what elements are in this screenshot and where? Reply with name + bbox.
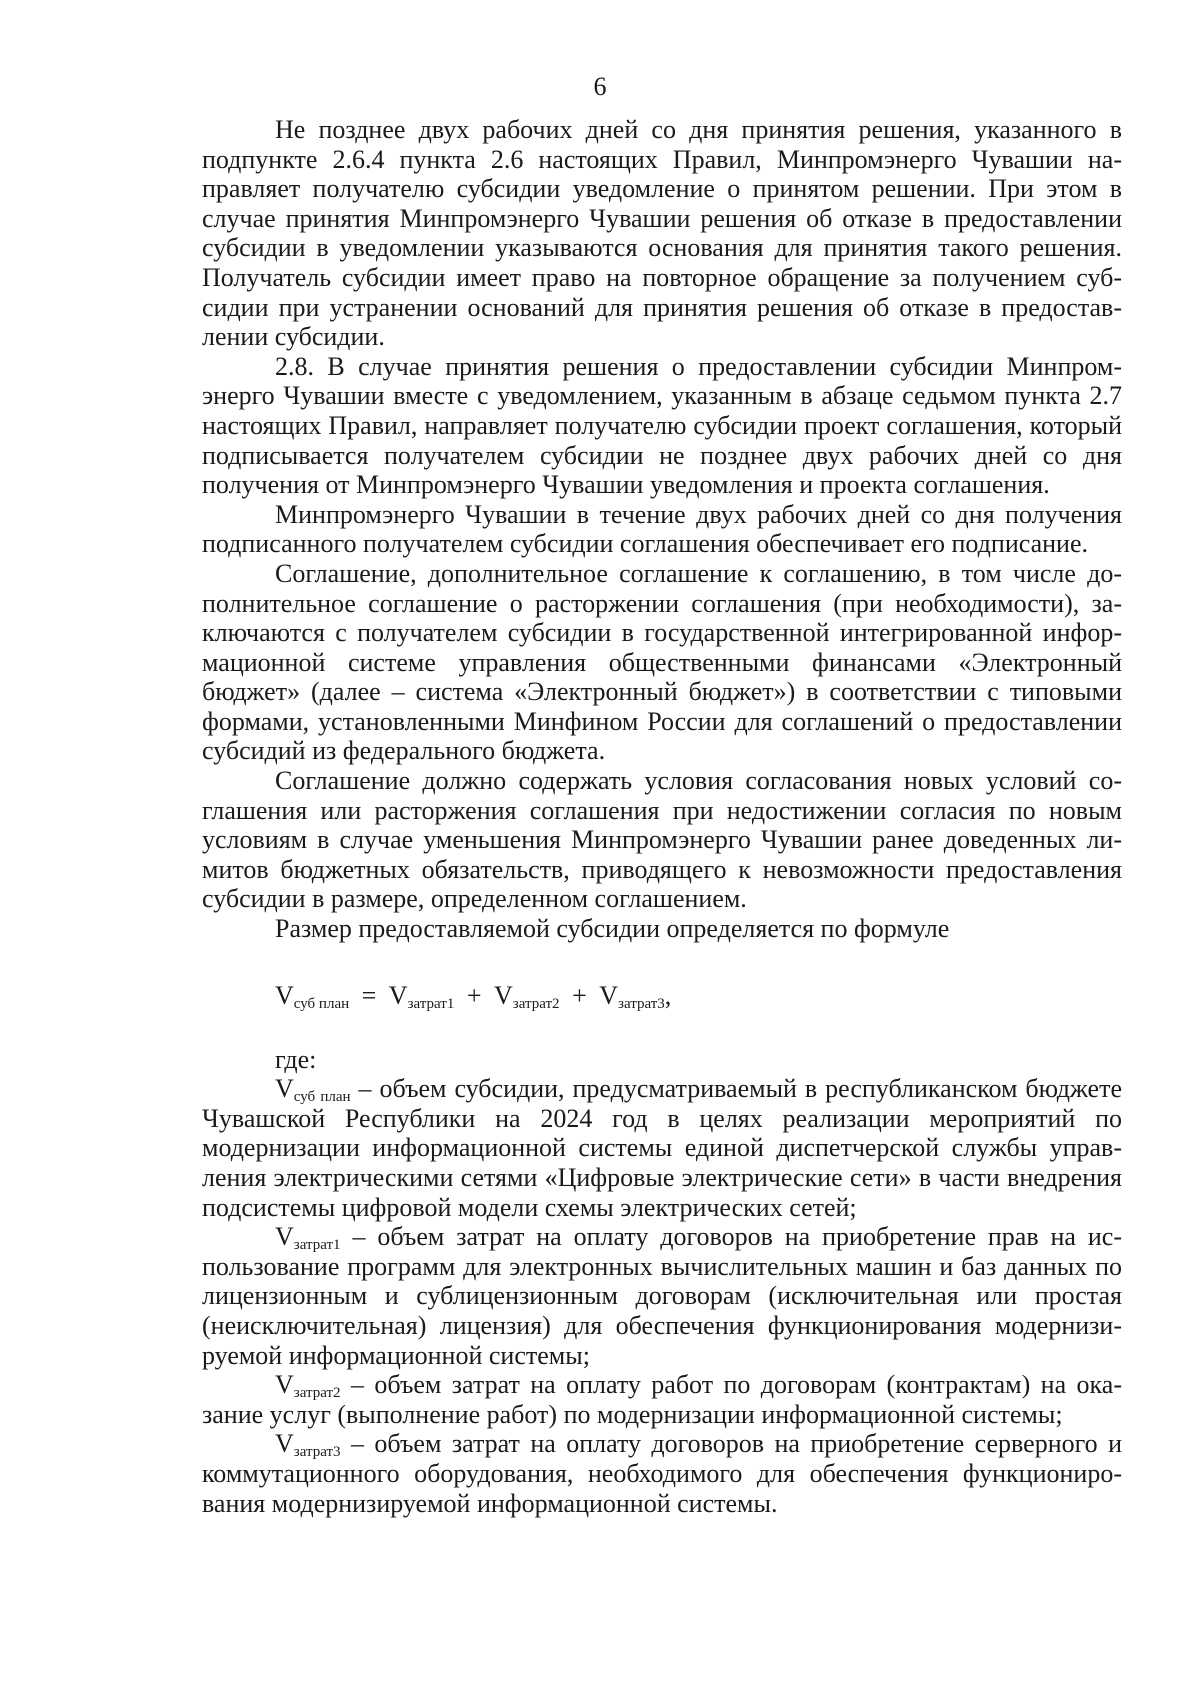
- formula-plus: +: [572, 980, 587, 1010]
- paragraph-notification: Не позднее двух рабочих дней со дня принятия решения, указанного в подпункте 2.6.4 пункта 2.6 настоящих Правил, Минпромэнерго Чувашии направляет получателю субсидии уведомление о принятом решении. При этом в случае принятия Минпромэнерго Чувашии решения об отказе в предоставлении субсидии в уведомлении указываются основания для принятия такого решения. Получатель субсидии имеет право на повторное обращение за получением субсидии при устранении оснований для принятия решения об отказе в предоставлении субсидии.: [202, 115, 1122, 352]
- definition-subscript: затрат1: [293, 1237, 341, 1254]
- document-body: [202, 115, 1122, 1518]
- formula-symbol: V: [388, 980, 408, 1010]
- definition-symbol: V: [275, 1222, 294, 1252]
- definition-text: – объем затрат на оплату договоров на приобретение прав на использование программ для электронных вычислительных машин и баз данных по лицензионным и сублицензионным договорам (исключительная или простая (неисключительная) лицензия) для обеспечения функционирования модернизируемой информационной системы;: [202, 1222, 1122, 1370]
- formula-subscript: суб план: [293, 995, 350, 1012]
- formula-comma: ,: [664, 980, 672, 1010]
- paragraph-signing: Минпромэнерго Чувашии в течение двух рабочих дней со дня получения подписанного получателем субсидии соглашения обеспечивает его подписание.: [202, 499, 1122, 559]
- formula-equals: =: [361, 980, 377, 1010]
- formula-symbol: V: [275, 980, 294, 1010]
- paragraph-formula-intro: Размер предоставляемой субсидии определяется по формуле: [275, 914, 950, 944]
- page-number: 6: [593, 72, 607, 101]
- definition-subscript: суб план: [293, 1089, 351, 1106]
- formula-subscript: затрат1: [407, 995, 455, 1012]
- formula-subscript: затрат3: [618, 995, 665, 1012]
- formula-subscript: затрат2: [512, 995, 560, 1012]
- paragraph-2-8: 2.8. В случае принятия решения о предоставлении субсидии Минпромэнерго Чувашии вместе с уведомлением, указанным в абзаце седьмом пункта 2.7 настоящих Правил, направляет получателю субсидии проект соглашения, который подписывается получателем субсидии не позднее двух рабочих дней со дня получения от Минпромэнерго Чувашии уведомления и проекта соглашения.: [202, 351, 1122, 500]
- where-label: где:: [275, 1044, 317, 1074]
- definition-symbol: V: [275, 1429, 294, 1459]
- definition-symbol: V: [275, 1074, 294, 1104]
- definition-v-sub-plan: [202, 1074, 1122, 1222]
- formula-plus: +: [466, 980, 482, 1010]
- definition-v-zatrat2: [202, 1370, 1122, 1429]
- paragraph-agreement-system: Соглашение, дополнительное соглашение к соглашению, в том числе дополнительное соглашение о расторжении соглашения (при необходимости), заключаются с получателем субсидии в государственной интегрированной информационной системе управления общественными финансами «Электронный бюджет» (далее – система «Электронный бюджет») в соответствии с типовыми формами, установленными Минфином России для соглашений о предоставлении субсидий из федерального бюджета.: [202, 558, 1122, 766]
- definition-v-zatrat3: [202, 1429, 1122, 1518]
- definition-text: – объем затрат на оплату договоров на приобретение серверного и коммутационного оборудования, необходимого для обеспечения функционирования модернизируемой информационной системы.: [202, 1429, 1122, 1518]
- subsidy-formula: [202, 977, 1122, 1015]
- definition-subscript: затрат2: [293, 1385, 341, 1402]
- definition-symbol: V: [275, 1370, 294, 1400]
- definition-subscript: затрат3: [293, 1444, 341, 1461]
- definition-text: – объем затрат на оплату работ по договорам (контрактам) на оказание услуг (выполнение работ) по модернизации информационной системы;: [202, 1370, 1122, 1429]
- definition-text: – объем субсидии, предусматриваемый в республиканском бюджете Чувашской Республики на 2024 год в целях реализации мероприятий по модернизации информационной системы единой диспетчерской службы управления электрическими сетями «Цифровые электрические сети» в части внедрения подсистемы цифровой модели схемы электрических сетей;: [202, 1074, 1122, 1222]
- formula-symbol: V: [599, 980, 619, 1010]
- definition-v-zatrat1: [202, 1222, 1122, 1370]
- paragraph-agreement-conditions: Соглашение должно содержать условия согласования новых условий соглашения или расторжения соглашения при недостижении согласия по новым условиям в случае уменьшения Минпромэнерго Чувашии ранее доведенных лимитов бюджетных обязательств, приводящего к невозможности предоставления субсидии в размере, определенном соглашением.: [202, 766, 1122, 914]
- formula-symbol: V: [494, 980, 513, 1010]
